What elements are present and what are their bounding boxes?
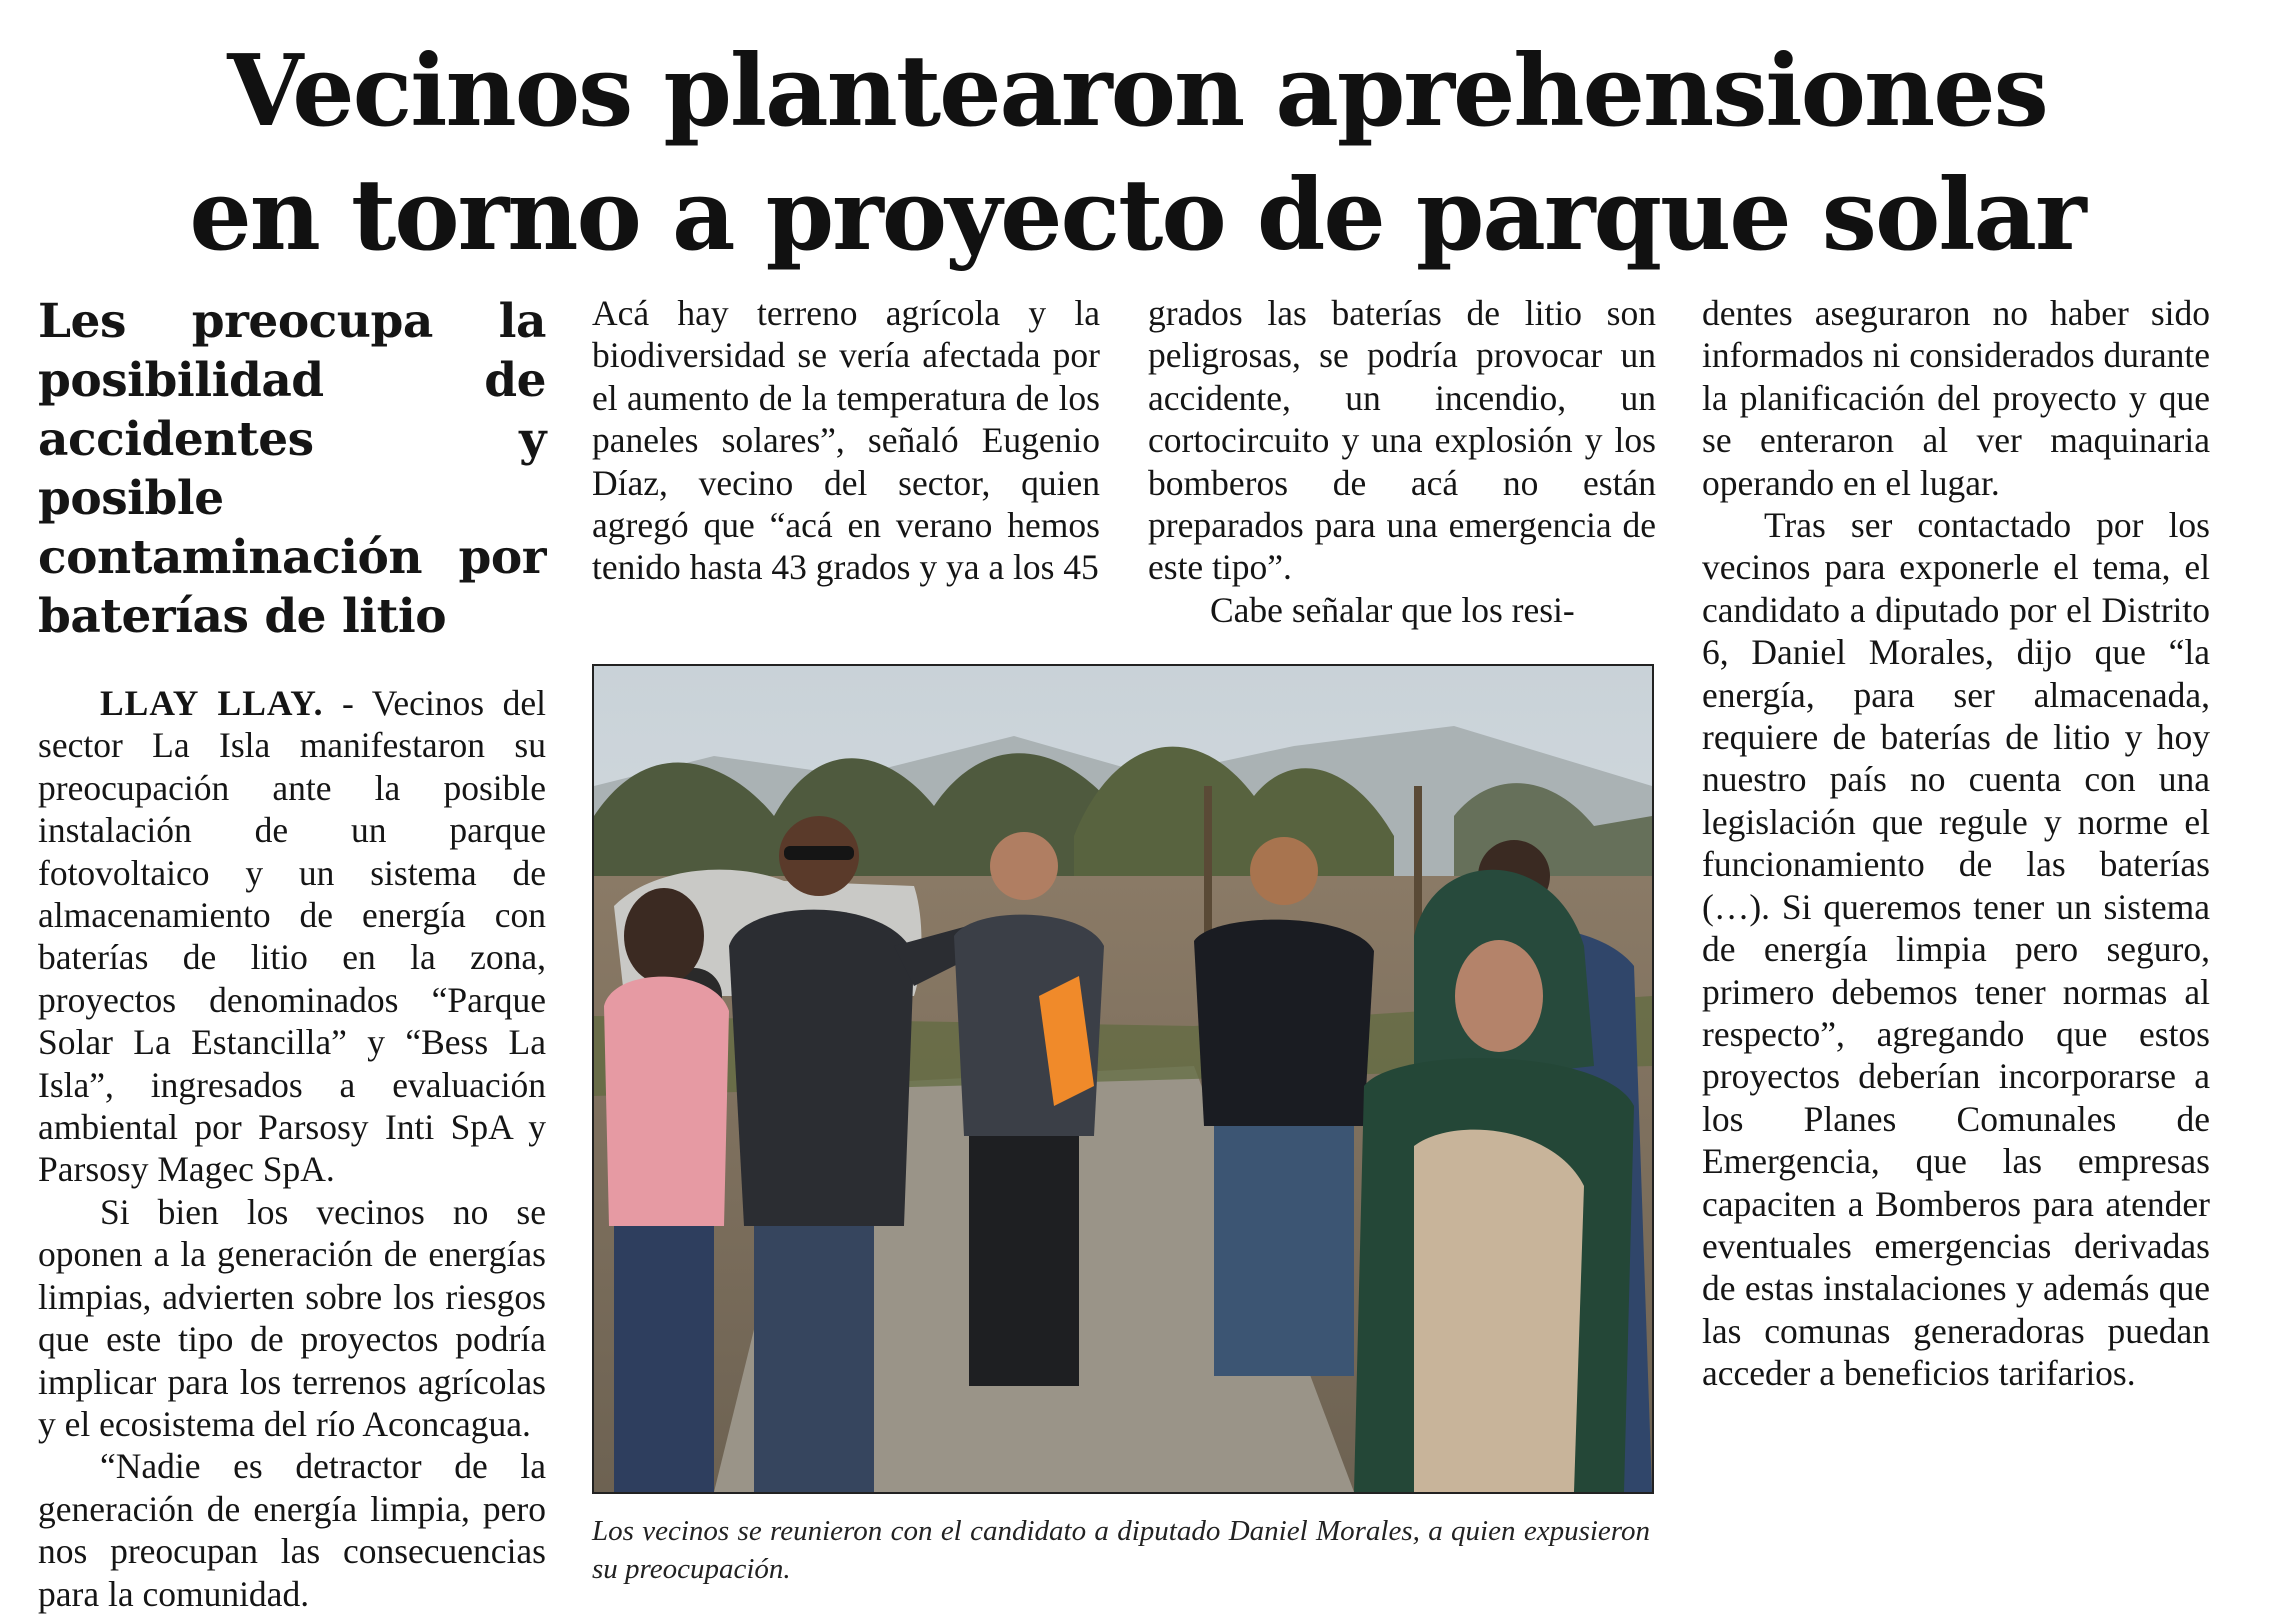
deck-subheadline: Les preocupa la posibilidad de accidentes y posible contaminación por baterías de litio: [38, 294, 546, 644]
photo-illustration: [594, 666, 1652, 1492]
headline-line-1: Vecinos plantearon aprehensiones: [227, 34, 2047, 149]
dateline: LLAY LLAY.: [100, 683, 324, 723]
paragraph: grados las baterías de litio son peligrosas, se podría provocar un accidente, un incendio, un cortocircuito y una explosión y los bomberos de acá no están preparados para una emergencia de este tipo”.: [1148, 293, 1656, 588]
paragraph: “Nadie es detractor de la generación de energía limpia, pero nos preocupan las consecuencias para la comunidad.: [38, 1446, 546, 1614]
headline: [0, 30, 2274, 278]
column-3: [1148, 292, 1656, 631]
article-photo: [592, 664, 1654, 1494]
paragraph-lead: [38, 682, 546, 1191]
paragraph: Si bien los vecinos no se oponen a la generación de energías limpias, advierten sobre los riesgos que este tipo de proyectos podría implicar para los terrenos agrícolas y el ecosistema del río Aconcagua.: [38, 1191, 546, 1444]
photo-caption: Los vecinos se reunieron con el candidato a diputado Daniel Morales, a quien expusieron su preocupación.: [592, 1515, 1650, 1585]
paragraph: Cabe señalar que los resi-: [1210, 589, 1575, 630]
column-1: [38, 292, 546, 1615]
column-2: [592, 292, 1100, 589]
lead-text: - Vecinos del sector La Isla manifestaron su preocupación ante la posible instalación de un parque fotovoltaico y un sistema de almacenamiento de energía con baterías de litio en la zona, proyectos denominados “Parque Solar La Estancilla” y “Bess La Isla”, ingresados a evaluación ambiental por Parsosy Inti SpA y Parsosy Magec SpA.: [38, 683, 546, 1190]
paragraph: Acá hay terreno agrícola y la biodiversidad se vería afectada por el aumento de la temperatura de los paneles solares”, señaló Eugenio Díaz, vecino del sector, quien agregó que “acá en verano hemos tenido hasta 43 grados y ya a los 45: [592, 293, 1100, 588]
headline-line-2: en torno a proyecto de parque solar: [189, 158, 2085, 273]
paragraph: Tras ser contactado por los vecinos para exponerle el tema, el candidato a diputado por el Distrito 6, Daniel Morales, dijo que “la energía, para ser almacenada, requiere de baterías de litio y hoy nuestro país no cuenta con una legislación que regule y norme el funcionamiento de las baterías (…). Si queremos tener un sistema de energía limpia pero seguro, primero debemos tener normas al respecto”, agregando que estos proyectos deberían incorporarse a los Planes Comunales de Emergencia, que las empresas capaciten a Bomberos para atender eventuales emergencias derivadas de estas instalaciones y además que las comunas generadoras puedan acceder a beneficios tarifarios.: [1702, 505, 2210, 1394]
column-4: [1702, 292, 2210, 1395]
paragraph: dentes aseguraron no haber sido informados ni considerados durante la planificación del proyecto y que se enteraron al ver maquinaria operando en el lugar.: [1702, 293, 2210, 503]
